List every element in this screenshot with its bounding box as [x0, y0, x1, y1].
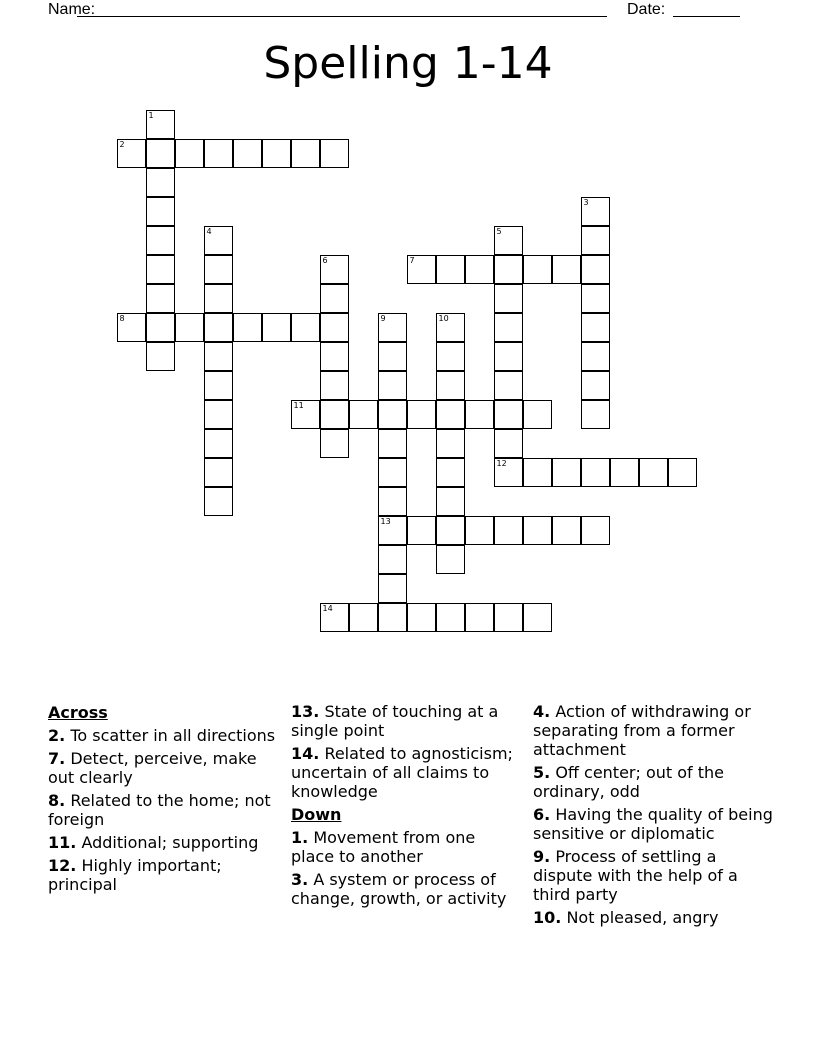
- crossword-cell[interactable]: [610, 458, 639, 487]
- crossword-cell[interactable]: [581, 255, 610, 284]
- crossword-cell[interactable]: [349, 603, 378, 632]
- across-heading: Across: [48, 703, 108, 722]
- crossword-cell[interactable]: [204, 226, 233, 255]
- crossword-cell[interactable]: [262, 139, 291, 168]
- crossword-cell[interactable]: [320, 371, 349, 400]
- crossword-cell[interactable]: [494, 284, 523, 313]
- cell-number: 4: [206, 226, 212, 236]
- clue-down: 1. Movement from one place to another: [291, 828, 476, 866]
- name-field[interactable]: [77, 0, 607, 17]
- crossword-cell[interactable]: [494, 255, 523, 284]
- crossword-cell[interactable]: [581, 516, 610, 545]
- crossword-cell[interactable]: [146, 342, 175, 371]
- crossword-cell[interactable]: [378, 516, 407, 545]
- cell-number: 6: [322, 255, 328, 265]
- crossword-cell[interactable]: [146, 313, 175, 342]
- crossword-cell[interactable]: [436, 516, 465, 545]
- clue-down: 3. A system or process of change, growth, or activity: [291, 870, 507, 908]
- cell-number: 3: [583, 197, 589, 207]
- crossword-cell[interactable]: [204, 139, 233, 168]
- name-label: Name:: [48, 1, 96, 18]
- crossword-cell[interactable]: [204, 458, 233, 487]
- date-field[interactable]: [673, 0, 740, 17]
- crossword-cell[interactable]: [378, 487, 407, 516]
- crossword-cell[interactable]: [378, 400, 407, 429]
- crossword-cell[interactable]: [494, 371, 523, 400]
- crossword-cell[interactable]: [552, 255, 581, 284]
- crossword-grid: [117, 110, 729, 640]
- crossword-cell[interactable]: [407, 400, 436, 429]
- cell-number: 8: [119, 313, 125, 323]
- crossword-cell[interactable]: [204, 487, 233, 516]
- clue-across: 13. State of touching at a single point: [291, 702, 499, 740]
- clue-down: 9. Process of settling a dispute with the help of a third party: [533, 847, 738, 904]
- crossword-cell[interactable]: [175, 139, 204, 168]
- crossword-cell[interactable]: [378, 458, 407, 487]
- crossword-cell[interactable]: [523, 603, 552, 632]
- crossword-cell[interactable]: [436, 429, 465, 458]
- crossword-cell[interactable]: [639, 458, 668, 487]
- crossword-cell[interactable]: [291, 313, 320, 342]
- crossword-cell[interactable]: [378, 545, 407, 574]
- crossword-cell[interactable]: [436, 400, 465, 429]
- crossword-cell[interactable]: [436, 487, 465, 516]
- crossword-cell[interactable]: [146, 168, 175, 197]
- crossword-cell[interactable]: [378, 429, 407, 458]
- crossword-cell[interactable]: [146, 139, 175, 168]
- crossword-cell[interactable]: [233, 313, 262, 342]
- crossword-cell[interactable]: [581, 284, 610, 313]
- crossword-cell[interactable]: [378, 342, 407, 371]
- crossword-cell[interactable]: [494, 226, 523, 255]
- crossword-cell[interactable]: [436, 458, 465, 487]
- crossword-cell[interactable]: [436, 342, 465, 371]
- crossword-cell[interactable]: [378, 603, 407, 632]
- crossword-cell[interactable]: [494, 342, 523, 371]
- crossword-cell[interactable]: [146, 110, 175, 139]
- crossword-cell[interactable]: [581, 313, 610, 342]
- crossword-cell[interactable]: [204, 255, 233, 284]
- crossword-cell[interactable]: [465, 400, 494, 429]
- crossword-cell[interactable]: [581, 400, 610, 429]
- clue-across: 12. Highly important; principal: [48, 856, 222, 894]
- clue-across: 2. To scatter in all directions: [48, 726, 276, 745]
- crossword-cell[interactable]: [320, 429, 349, 458]
- crossword-cell[interactable]: [494, 313, 523, 342]
- clue-across: 11. Additional; supporting: [48, 833, 259, 852]
- crossword-cell[interactable]: [204, 429, 233, 458]
- clue-down: 6. Having the quality of being sensitive or diplomatic: [533, 805, 773, 843]
- crossword-cell[interactable]: [320, 313, 349, 342]
- crossword-cell[interactable]: [552, 516, 581, 545]
- crossword-cell[interactable]: [494, 516, 523, 545]
- crossword-cell[interactable]: [320, 603, 349, 632]
- crossword-cell[interactable]: [581, 197, 610, 226]
- cell-number: 7: [409, 255, 415, 265]
- crossword-cell[interactable]: [320, 284, 349, 313]
- clues-column-1: [48, 702, 284, 898]
- crossword-cell[interactable]: [378, 313, 407, 342]
- crossword-cell[interactable]: [291, 139, 320, 168]
- cell-number: 1: [148, 110, 154, 120]
- cell-number: 5: [496, 226, 502, 236]
- crossword-cell[interactable]: [465, 255, 494, 284]
- crossword-cell[interactable]: [465, 516, 494, 545]
- clue-across: 14. Related to agnosticism; uncertain of all claims to knowledge: [291, 744, 513, 801]
- crossword-cell[interactable]: [581, 458, 610, 487]
- clue-down: 5. Off center; out of the ordinary, odd: [533, 763, 725, 801]
- crossword-cell[interactable]: [146, 255, 175, 284]
- date-label: Date:: [627, 1, 666, 18]
- crossword-cell[interactable]: [320, 255, 349, 284]
- cell-number: 9: [380, 313, 386, 323]
- crossword-cell[interactable]: [204, 342, 233, 371]
- crossword-cell[interactable]: [436, 371, 465, 400]
- crossword-cell[interactable]: [233, 139, 262, 168]
- down-heading: Down: [291, 805, 342, 824]
- cell-number: 12: [496, 458, 507, 468]
- crossword-cell[interactable]: [117, 139, 146, 168]
- crossword-cell[interactable]: [320, 139, 349, 168]
- crossword-cell[interactable]: [204, 400, 233, 429]
- crossword-cell[interactable]: [494, 400, 523, 429]
- crossword-cell[interactable]: [320, 342, 349, 371]
- crossword-cell[interactable]: [581, 226, 610, 255]
- crossword-cell[interactable]: [523, 458, 552, 487]
- cell-number: 13: [380, 516, 391, 526]
- crossword-cell[interactable]: [436, 255, 465, 284]
- crossword-cell[interactable]: [494, 458, 523, 487]
- crossword-cell[interactable]: [117, 313, 146, 342]
- crossword-cell[interactable]: [291, 400, 320, 429]
- crossword-cell[interactable]: [436, 603, 465, 632]
- page-title: Spelling 1-14: [263, 38, 553, 89]
- crossword-cell[interactable]: [204, 313, 233, 342]
- crossword-cell[interactable]: [581, 342, 610, 371]
- clue-across: 8. Related to the home; not foreign: [48, 791, 271, 829]
- cell-number: 14: [322, 603, 333, 613]
- crossword-cell[interactable]: [320, 400, 349, 429]
- cell-number: 2: [119, 139, 125, 149]
- crossword-cell[interactable]: [349, 400, 378, 429]
- crossword-cell[interactable]: [407, 255, 436, 284]
- crossword-cell[interactable]: [407, 516, 436, 545]
- crossword-cell[interactable]: [523, 255, 552, 284]
- clues-column-2: [291, 702, 519, 912]
- crossword-cell[interactable]: [407, 603, 436, 632]
- clues-column-3: [533, 702, 773, 931]
- crossword-cell[interactable]: [552, 458, 581, 487]
- crossword-cell[interactable]: [581, 371, 610, 400]
- crossword-cell[interactable]: [262, 313, 291, 342]
- crossword-cell[interactable]: [146, 284, 175, 313]
- cell-number: 11: [293, 400, 304, 410]
- crossword-cell[interactable]: [204, 284, 233, 313]
- clue-across: 7. Detect, perceive, make out clearly: [48, 749, 257, 787]
- crossword-cell[interactable]: [378, 574, 407, 603]
- crossword-cell[interactable]: [494, 603, 523, 632]
- crossword-cell[interactable]: [436, 545, 465, 574]
- clue-down: 10. Not pleased, angry: [533, 908, 719, 927]
- crossword-cell[interactable]: [436, 313, 465, 342]
- crossword-cell[interactable]: [175, 313, 204, 342]
- crossword-cell[interactable]: [668, 458, 697, 487]
- clue-down: 4. Action of withdrawing or separating from a former attachment: [533, 702, 751, 759]
- crossword-cell[interactable]: [465, 603, 494, 632]
- crossword-cell[interactable]: [146, 197, 175, 226]
- cell-number: 10: [438, 313, 449, 323]
- crossword-cell[interactable]: [523, 400, 552, 429]
- crossword-cell[interactable]: [204, 371, 233, 400]
- crossword-cell[interactable]: [523, 516, 552, 545]
- crossword-cell[interactable]: [146, 226, 175, 255]
- crossword-cell[interactable]: [378, 371, 407, 400]
- crossword-cell[interactable]: [494, 429, 523, 458]
